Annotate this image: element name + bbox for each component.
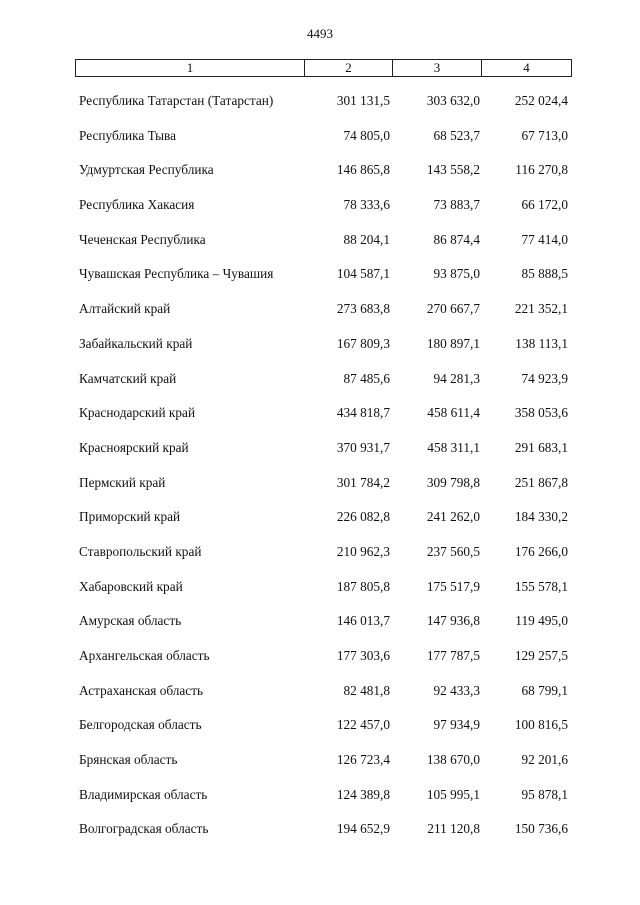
value-cell-3: 97 934,9 — [433, 717, 480, 733]
table-row — [0, 543, 640, 578]
value-cell-4: 95 878,1 — [521, 786, 568, 802]
region-name-cell: Ставропольский край — [79, 543, 202, 559]
value-cell-2: 273 683,8 — [336, 301, 390, 317]
table-row — [0, 647, 640, 682]
region-name-cell: Брянская область — [79, 752, 178, 768]
value-cell-3: 458 611,4 — [427, 405, 480, 421]
region-name-cell: Республика Хакасия — [79, 197, 195, 213]
region-name-cell: Республика Тыва — [79, 127, 177, 143]
value-cell-2: 146 013,7 — [336, 613, 390, 629]
value-cell-3: 93 875,0 — [433, 266, 480, 282]
region-name-cell: Удмуртская Республика — [79, 162, 214, 178]
value-cell-4: 150 736,6 — [514, 821, 568, 837]
value-cell-3: 270 667,7 — [426, 301, 480, 317]
value-cell-3: 143 558,2 — [426, 162, 480, 178]
value-cell-4: 291 683,1 — [514, 439, 568, 455]
value-cell-3: 241 262,0 — [426, 509, 480, 525]
value-cell-2: 78 333,6 — [343, 197, 390, 213]
value-cell-2: 301 131,5 — [336, 93, 390, 108]
value-cell-4: 184 330,2 — [514, 509, 568, 525]
region-name-cell: Астраханская область — [79, 682, 204, 698]
table-row — [0, 474, 640, 509]
region-name-cell: Камчатский край — [79, 370, 177, 386]
value-cell-3: 147 936,8 — [426, 613, 480, 629]
value-cell-2: 104 587,1 — [336, 266, 390, 282]
table-row — [0, 92, 640, 127]
region-name-cell: Забайкальский край — [79, 335, 193, 351]
value-cell-2: 370 931,7 — [336, 439, 390, 455]
value-cell-3: 138 670,0 — [426, 752, 480, 768]
value-cell-3: 180 897,1 — [426, 335, 480, 351]
value-cell-2: 210 962,3 — [336, 543, 390, 559]
region-name-cell: Волгоградская область — [79, 821, 209, 837]
table-row — [0, 300, 640, 335]
value-cell-2: 226 082,8 — [336, 509, 390, 525]
table-row — [0, 439, 640, 474]
table-row — [0, 786, 640, 821]
value-cell-2: 146 865,8 — [336, 162, 390, 178]
table-row — [0, 127, 640, 162]
value-cell-2: 124 389,8 — [336, 786, 390, 802]
value-cell-3: 303 632,0 — [426, 93, 480, 108]
value-cell-2: 88 204,1 — [343, 231, 390, 247]
table-row — [0, 370, 640, 405]
value-cell-2: 301 784,2 — [336, 474, 390, 490]
value-cell-2: 74 805,0 — [343, 127, 390, 143]
region-name-cell: Пермский край — [79, 474, 166, 490]
value-cell-4: 252 024,4 — [514, 93, 568, 108]
value-cell-4: 119 495,0 — [515, 613, 568, 629]
value-cell-4: 67 713,0 — [521, 127, 568, 143]
table-row — [0, 578, 640, 613]
column-header-2: 2 — [305, 60, 393, 77]
value-cell-3: 86 874,4 — [433, 231, 480, 247]
column-header-1: 1 — [76, 60, 305, 77]
region-name-cell: Республика Татарстан (Татарстан) — [79, 93, 274, 108]
value-cell-4: 251 867,8 — [514, 474, 568, 490]
value-cell-4: 85 888,5 — [521, 266, 568, 282]
value-cell-3: 211 120,8 — [427, 821, 480, 837]
region-name-cell: Алтайский край — [79, 301, 171, 317]
value-cell-4: 129 257,5 — [514, 648, 568, 663]
value-cell-4: 100 816,5 — [514, 717, 568, 733]
column-header-3: 3 — [393, 60, 482, 77]
value-cell-4: 74 923,9 — [521, 370, 568, 386]
value-cell-3: 458 311,1 — [427, 439, 480, 455]
value-cell-2: 187 805,8 — [336, 578, 390, 594]
value-cell-3: 94 281,3 — [433, 370, 480, 386]
value-cell-4: 116 270,8 — [515, 162, 568, 178]
value-cell-3: 105 995,1 — [426, 786, 480, 802]
table-row — [0, 820, 640, 855]
value-cell-4: 221 352,1 — [514, 301, 568, 317]
region-name-cell: Краснодарский край — [79, 405, 196, 421]
column-header-table — [75, 59, 572, 77]
value-cell-4: 138 113,1 — [515, 335, 568, 351]
value-cell-4: 92 201,6 — [521, 752, 568, 768]
table-row — [0, 612, 640, 647]
region-name-cell: Чеченская Республика — [79, 231, 206, 247]
table-row — [0, 161, 640, 196]
table-row — [0, 716, 640, 751]
value-cell-3: 92 433,3 — [433, 682, 480, 698]
region-name-cell: Хабаровский край — [79, 578, 183, 594]
value-cell-4: 176 266,0 — [514, 543, 568, 559]
value-cell-2: 177 303,6 — [336, 648, 390, 663]
table-row — [0, 265, 640, 300]
table-row — [0, 335, 640, 370]
page-number: 4493 — [307, 26, 333, 41]
data-table-body — [0, 92, 640, 855]
value-cell-2: 82 481,8 — [343, 682, 390, 698]
value-cell-3: 237 560,5 — [426, 543, 480, 559]
region-name-cell: Белгородская область — [79, 717, 202, 733]
region-name-cell: Приморский край — [79, 509, 181, 525]
value-cell-4: 155 578,1 — [514, 578, 568, 594]
region-name-cell: Амурская область — [79, 613, 182, 629]
value-cell-3: 68 523,7 — [433, 127, 480, 143]
table-row — [0, 404, 640, 439]
value-cell-2: 167 809,3 — [336, 335, 390, 351]
column-header-row — [76, 60, 572, 77]
region-name-cell: Чувашская Республика – Чувашия — [79, 266, 274, 282]
value-cell-4: 77 414,0 — [521, 231, 568, 247]
value-cell-3: 309 798,8 — [426, 474, 480, 490]
value-cell-4: 358 053,6 — [514, 405, 568, 421]
value-cell-2: 434 818,7 — [336, 405, 390, 421]
region-name-cell: Красноярский край — [79, 439, 189, 455]
value-cell-2: 122 457,0 — [336, 717, 390, 733]
table-row — [0, 751, 640, 786]
value-cell-3: 175 517,9 — [426, 578, 480, 594]
table-row — [0, 682, 640, 717]
region-name-cell: Архангельская область — [79, 648, 210, 663]
value-cell-4: 66 172,0 — [521, 197, 568, 213]
value-cell-2: 87 485,6 — [343, 370, 390, 386]
value-cell-3: 177 787,5 — [426, 648, 480, 663]
column-header-4: 4 — [482, 60, 572, 77]
value-cell-2: 194 652,9 — [336, 821, 390, 837]
value-cell-2: 126 723,4 — [336, 752, 390, 768]
table-row — [0, 231, 640, 266]
region-name-cell: Владимирская область — [79, 786, 208, 802]
table-row — [0, 196, 640, 231]
value-cell-4: 68 799,1 — [521, 682, 568, 698]
value-cell-3: 73 883,7 — [433, 197, 480, 213]
table-row — [0, 508, 640, 543]
